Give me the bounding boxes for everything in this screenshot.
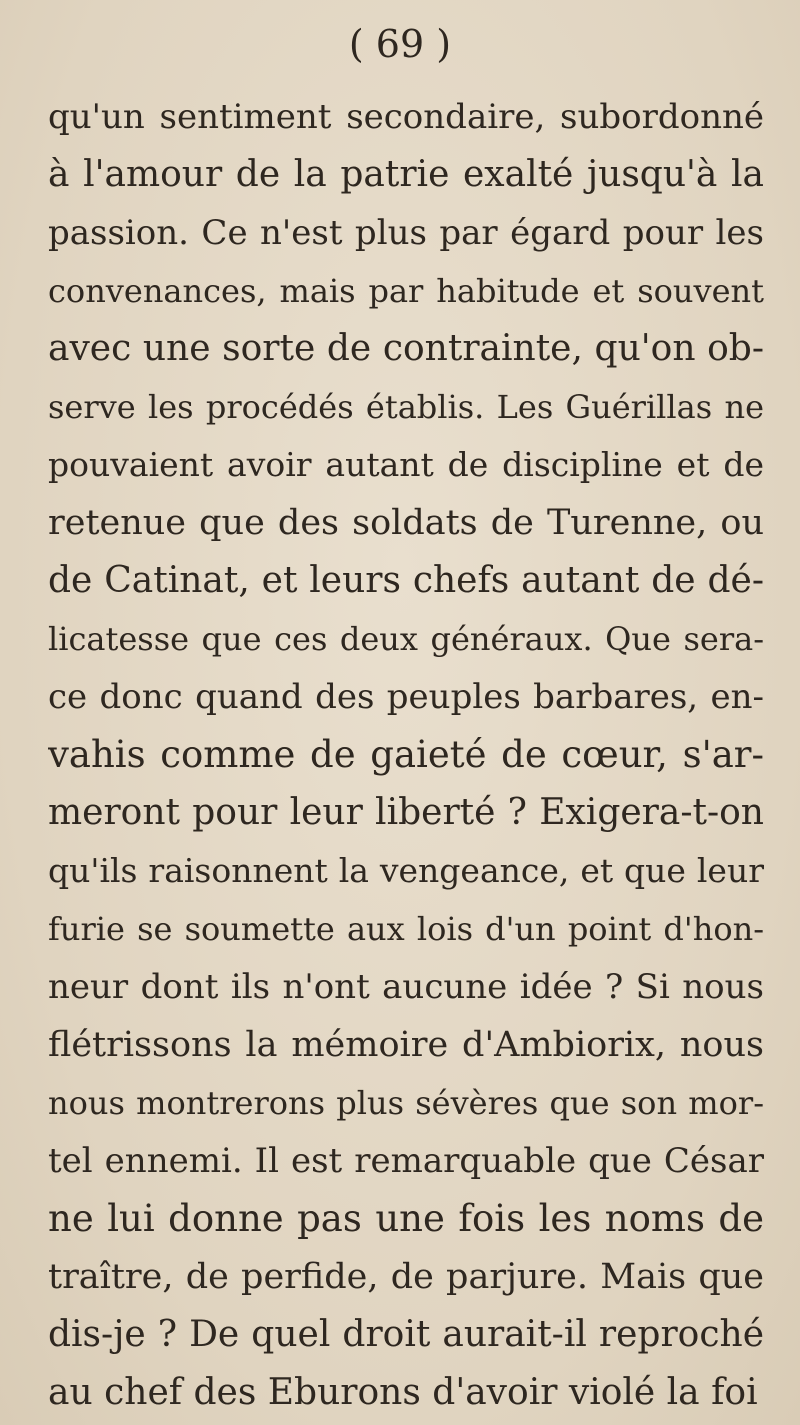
- text-line: traître, de perfide, de parjure. Mais que: [48, 1257, 764, 1297]
- page-number: ( 69 ): [348, 22, 452, 66]
- text-line: convenances, mais par habitude et souvent: [48, 272, 764, 310]
- text-line: au chef des Eburons d'avoir violé la foi: [48, 1372, 758, 1413]
- body-text: [0, 90, 800, 1413]
- text-line: avec une sorte de contrainte, qu'on ob-: [48, 328, 764, 369]
- text-line: pouvaient avoir autant de discipline et de: [48, 445, 764, 484]
- text-line: ce donc quand des peuples barbares, en-: [48, 677, 764, 717]
- text-line: qu'un sentiment secondaire, subordonné: [48, 97, 764, 137]
- text-line: qu'ils raisonnent la vengeance, et que leur: [48, 851, 764, 890]
- text-line: à l'amour de la patrie exalté jusqu'à la: [48, 154, 764, 195]
- text-line: licatesse que ces deux généraux. Que sera-: [48, 620, 764, 658]
- text-line: furie se soumette aux lois d'un point d'hon-: [48, 910, 764, 948]
- text-line: nous montrerons plus sévères que son mor-: [48, 1084, 764, 1122]
- text-line: de Catinat, et leurs chefs autant de dé-: [48, 560, 764, 601]
- text-line: neur dont ils n'ont aucune idée ? Si nous: [48, 967, 764, 1007]
- text-line: meront pour leur liberté ? Exigera-t-on: [48, 792, 764, 833]
- text-line: retenue que des soldats de Turenne, ou: [48, 503, 764, 543]
- text-line: ne lui donne pas une fois les noms de: [48, 1197, 764, 1240]
- text-line: tel ennemi. Il est remarquable que César: [48, 1141, 764, 1181]
- text-line: vahis comme de gaieté de cœur, s'ar-: [48, 733, 764, 776]
- text-line: flétrissons la mémoire d'Ambiorix, nous: [48, 1025, 764, 1065]
- text-line: dis-je ? De quel droit aurait-il reproché: [48, 1314, 764, 1355]
- text-line: serve les procédés établis. Les Guérillas ne: [48, 388, 764, 426]
- text-line: passion. Ce n'est plus par égard pour les: [48, 213, 764, 253]
